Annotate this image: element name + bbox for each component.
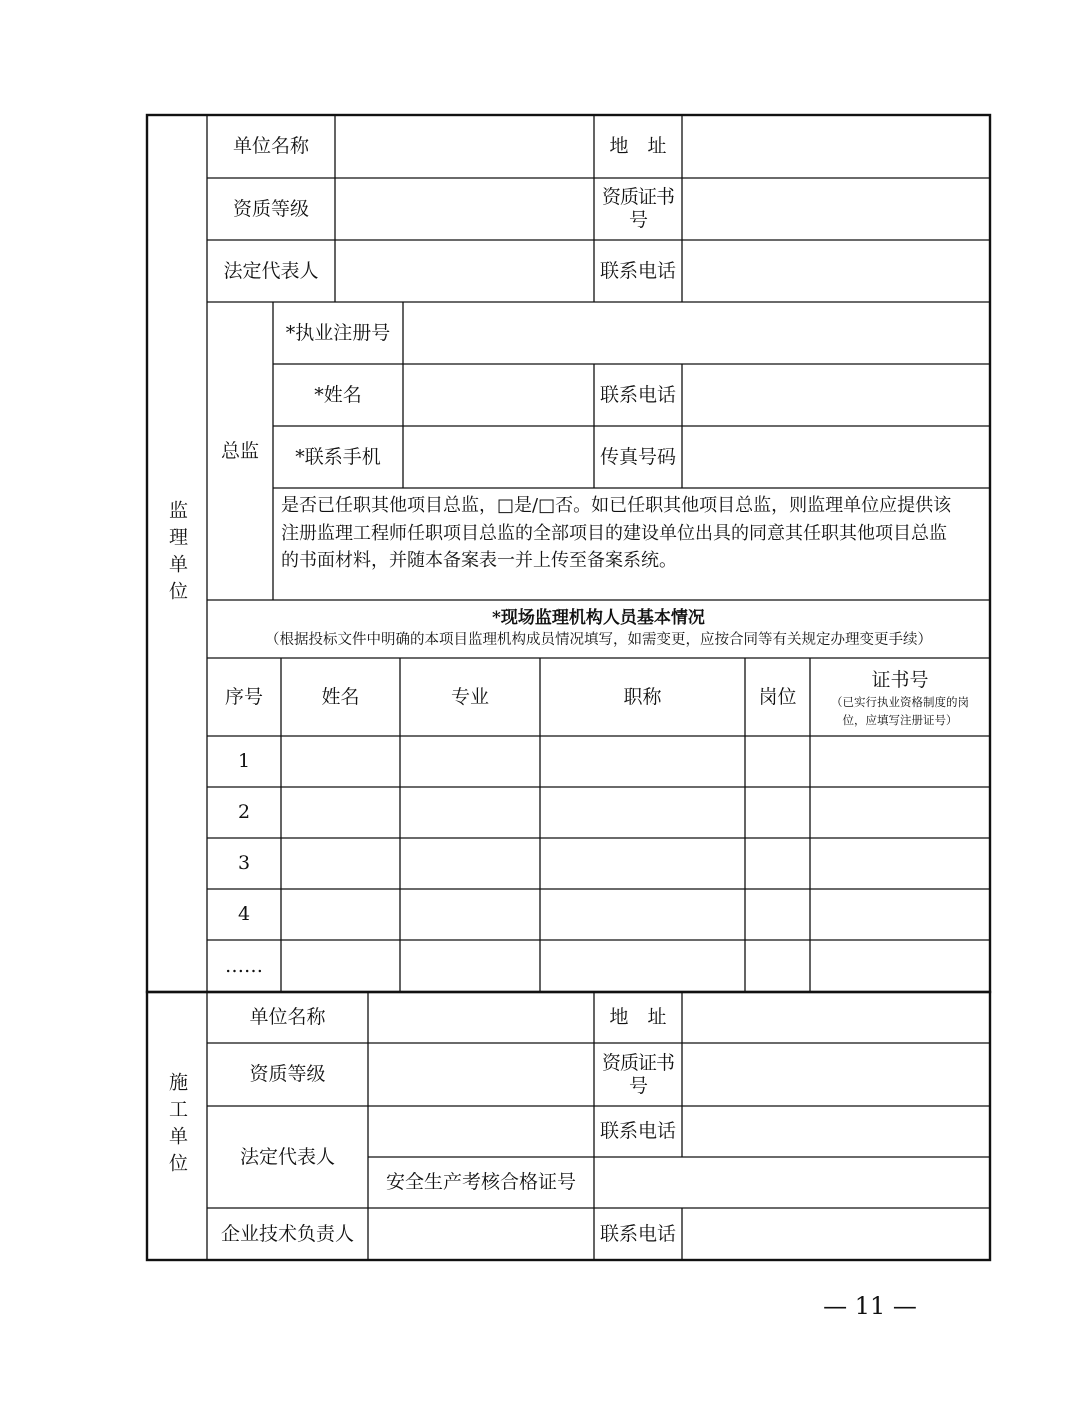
supervision-section-label <box>147 115 207 992</box>
c-qualification-field[interactable] <box>368 1043 594 1106</box>
c-address-label: 地 址 <box>609 1006 667 1029</box>
staff-row-seq: 3 <box>237 852 251 875</box>
reg-no-field[interactable] <box>403 302 990 364</box>
col-header-cert-label: 证书号 <box>871 668 929 691</box>
chief-notice-line-1: 是否已任职其他项目总监，□是/□否。如已任职其他项目总监，则监理单位应提供该 <box>281 495 952 516</box>
c-tech-phone-label: 联系电话 <box>599 1222 676 1245</box>
chief-phone-field[interactable] <box>682 364 990 426</box>
col-header-major: 专业 <box>450 685 489 708</box>
cert-no-label: 资质证书号 <box>601 186 674 231</box>
cert-no-field[interactable] <box>682 178 990 240</box>
col-header-post: 岗位 <box>758 685 797 708</box>
staff-row-seq: 1 <box>237 750 251 773</box>
c-unit-name-label: 单位名称 <box>249 1006 326 1029</box>
c-safety-cert-field[interactable] <box>594 1157 990 1208</box>
col-header-cert-note-1: （已实行执业资格制度的岗 <box>831 694 969 709</box>
c-qualification-label: 资质等级 <box>249 1063 326 1086</box>
col-header-cert <box>810 658 990 736</box>
page-number: — 11 — <box>823 1292 917 1320</box>
staff-row-seq: …… <box>225 954 263 977</box>
chief-notice-line-2: 注册监理工程师任职项目总监的全部项目的建设单位出具的同意其任职其他项目总监 <box>281 522 947 544</box>
staff-subtitle: （根据投标文件中明确的本项目监理机构成员情况填写，如需变更，应按合同等有关规定办理变更手续） <box>265 632 932 648</box>
staff-entry-area[interactable] <box>281 736 990 992</box>
c-cert-no-label: 资质证书号 <box>601 1051 674 1097</box>
supervision-section <box>147 115 990 992</box>
construction-section <box>147 992 990 1260</box>
c-safety-cert-label: 安全生产考核合格证号 <box>385 1171 576 1194</box>
staff-heading <box>207 600 990 658</box>
c-tech-lead-field[interactable] <box>368 1208 594 1260</box>
c-legal-rep-label: 法定代表人 <box>239 1145 335 1168</box>
fax-label: 传真号码 <box>599 445 676 468</box>
staff-title: *现场监理机构人员基本情况 <box>492 608 705 628</box>
col-header-name: 姓名 <box>321 685 360 708</box>
c-address-field[interactable] <box>682 992 990 1043</box>
chief-name-label: *姓名 <box>314 383 362 406</box>
legal-rep-label: 法定代表人 <box>223 259 319 282</box>
legal-rep-field[interactable] <box>335 240 594 302</box>
chief-supervisor-label: 总监 <box>220 439 259 462</box>
phone-label: 联系电话 <box>599 259 676 282</box>
unit-name-label: 单位名称 <box>232 135 309 158</box>
section-label-text: 监理单位 <box>166 499 188 608</box>
address-label: 地 址 <box>609 135 667 158</box>
chief-mobile-field[interactable] <box>403 426 594 488</box>
staff-row-seq: 2 <box>237 801 251 824</box>
c-cert-no-field[interactable] <box>682 1043 990 1106</box>
address-field[interactable] <box>682 115 990 178</box>
construction-section-label <box>147 992 207 1260</box>
col-header-seq: 序号 <box>224 685 263 708</box>
chief-name-field[interactable] <box>403 364 594 426</box>
phone-field[interactable] <box>682 240 990 302</box>
chief-notice <box>273 488 990 600</box>
c-tech-lead-label: 企业技术负责人 <box>220 1222 354 1245</box>
col-header-cert-note-2: 位，应填写注册证号） <box>842 712 958 727</box>
unit-name-field[interactable] <box>335 115 594 178</box>
reg-no-label: *执业注册号 <box>285 321 391 344</box>
c-tech-phone-field[interactable] <box>682 1208 990 1260</box>
chief-mobile-label: *联系手机 <box>295 445 381 468</box>
chief-notice-line-3: 的书面材料，并随本备案表一并上传至备案系统。 <box>281 550 677 571</box>
c-legal-rep-field[interactable] <box>368 1106 594 1157</box>
staff-row-seq: 4 <box>237 903 251 926</box>
qualification-label: 资质等级 <box>232 197 309 220</box>
section-label-text: 施工单位 <box>166 1072 188 1180</box>
chief-phone-label: 联系电话 <box>599 383 676 406</box>
fax-field[interactable] <box>682 426 990 488</box>
qualification-field[interactable] <box>335 178 594 240</box>
col-header-title: 职称 <box>623 685 662 708</box>
c-phone-label: 联系电话 <box>599 1120 676 1143</box>
c-unit-name-field[interactable] <box>368 992 594 1043</box>
c-phone-field[interactable] <box>682 1106 990 1157</box>
